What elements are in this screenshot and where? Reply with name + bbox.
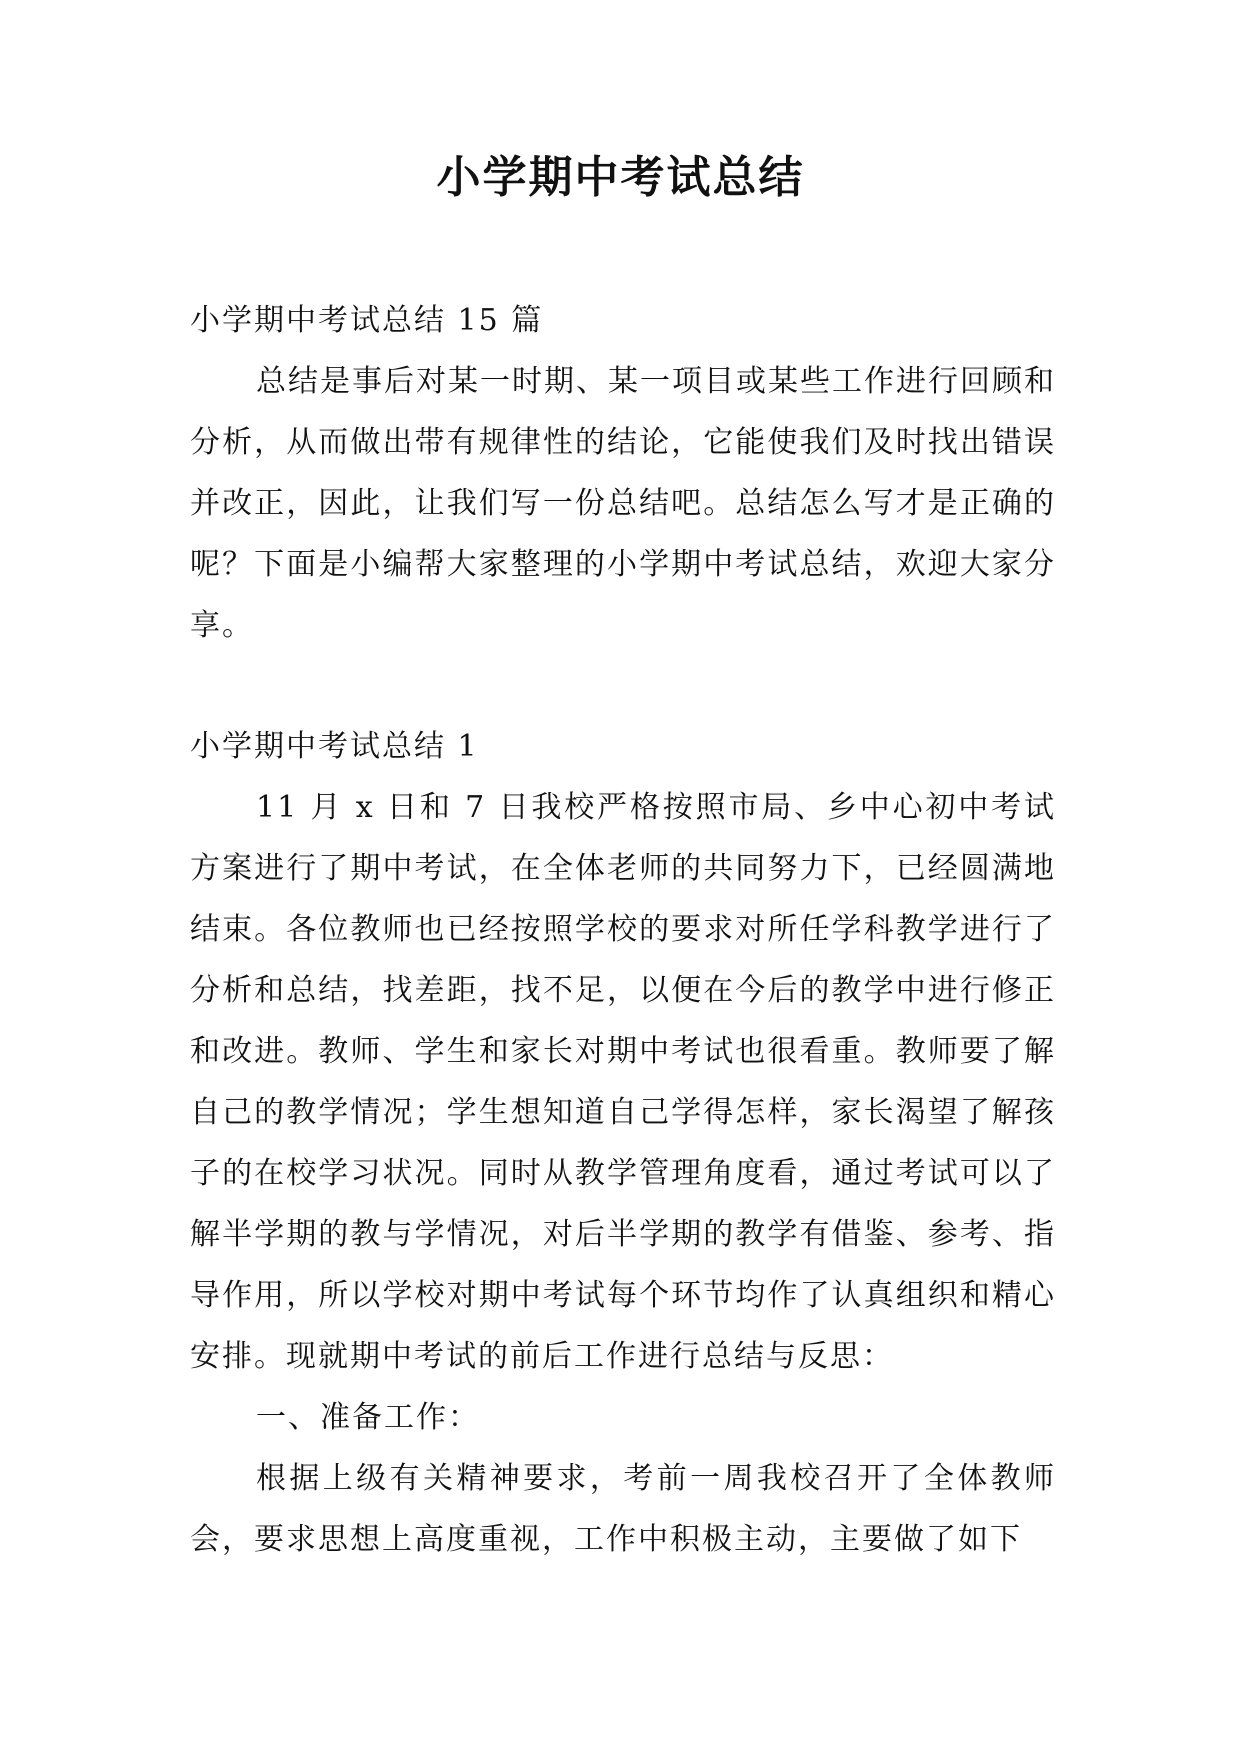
document-subtitle: 小学期中考试总结 15 篇 <box>190 303 544 338</box>
section-paragraph: 根据上级有关精神要求，考前一周我校召开了全体教师会，要求思想上高度重视，工作中积极主动，主要做了如下 <box>190 1461 1056 1557</box>
intro-paragraph: 总结是事后对某一时期、某一项目或某些工作进行回顾和分析，从而做出带有规律性的结论，它能使我们及时找出错误并改正，因此，让我们写一份总结吧。总结怎么写才是正确的呢？下面是小编帮大家整理的小学期中考试总结，欢迎大家分享。 <box>190 364 1056 643</box>
section-heading: 小学期中考试总结 1 <box>190 729 479 764</box>
document-body <box>190 290 1056 1570</box>
section-paragraph: 11 月 x 日和 7 日我校严格按照市局、乡中心初中考试方案进行了期中考试，在全体老师的共同努力下，已经圆满地结束。各位教师也已经按照学校的要求对所任学科教学进行了分析和总结，找差距，找不足，以便在今后的教学中进行修正和改进。教师、学生和家长对期中考试也很看重。教师要了解自己的教学情况；学生想知道自己学得怎样，家长渴望了解孩子的在校学习状况。同时从教学管理角度看，通过考试可以了解半学期的教与学情况，对后半学期的教学有借鉴、参考、指导作用，所以学校对期中考试每个环节均作了认真组织和精心安排。现就期中考试的前后工作进行总结与反思： <box>190 790 1056 1374</box>
section-subheading: 一、准备工作： <box>256 1400 480 1435</box>
document-title: 小学期中考试总结 <box>436 152 805 203</box>
